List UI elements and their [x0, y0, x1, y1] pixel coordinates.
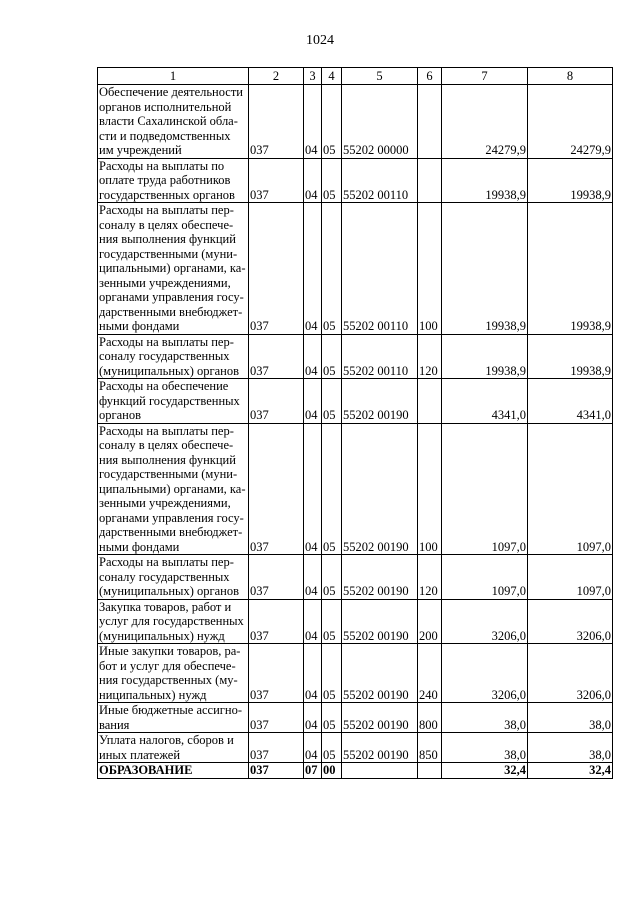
section-code-cell: 04 [304, 334, 322, 379]
row-name-line: иных платежей [99, 747, 181, 762]
amount-col7-cell: 3206,0 [442, 599, 528, 644]
table-header-row [98, 68, 613, 85]
row-name-line: органами управления госу- [99, 510, 244, 525]
amount-col8-cell: 19938,9 [528, 158, 613, 203]
amount-col7-cell: 19938,9 [442, 158, 528, 203]
amount-col7-cell: 19938,9 [442, 334, 528, 379]
row-name-line: органов [99, 408, 142, 422]
row-name-line: бот и услуг для обеспече- [99, 658, 236, 673]
amount-col7-cell: 38,0 [442, 733, 528, 763]
header-col-7: 7 [442, 68, 528, 85]
row-name-line: Расходы на обеспечение [99, 379, 229, 393]
row-name-cell [98, 203, 249, 335]
section-code-cell: 04 [304, 423, 322, 555]
row-name-line: ниципальных) нужд [99, 687, 207, 702]
amount-col7-cell: 4341,0 [442, 379, 528, 424]
row-name-line: дарственными внебюджет- [99, 304, 243, 319]
row-name-line: государственных органов [99, 187, 235, 202]
amount-col8-cell: 38,0 [528, 733, 613, 763]
row-name-line: (муниципальных) нужд [99, 628, 225, 643]
row-name-line: ципальными) органами, ка- [99, 481, 246, 496]
section-code-cell: 04 [304, 379, 322, 424]
table-row [98, 555, 613, 600]
section-code-cell: 04 [304, 203, 322, 335]
admin-code-cell: 037 [249, 85, 304, 159]
row-name-cell [98, 733, 249, 763]
amount-col8-cell: 19938,9 [528, 334, 613, 379]
amount-col8-cell: 38,0 [528, 703, 613, 733]
header-col-6: 6 [418, 68, 442, 85]
row-name-line: органов исполнительной [99, 99, 232, 114]
table-row [98, 599, 613, 644]
table-row [98, 423, 613, 555]
section-code-cell: 04 [304, 555, 322, 600]
page-number: 1024 [306, 33, 334, 48]
amount-col7-cell: 1097,0 [442, 555, 528, 600]
row-name-cell [98, 379, 249, 424]
row-name-cell [98, 644, 249, 703]
header-col-3: 3 [304, 68, 322, 85]
expense-type-cell: 850 [418, 733, 442, 763]
subsection-code-cell: 05 [322, 334, 342, 379]
row-name-line: зенными учреждениями, [99, 496, 231, 510]
row-name-line: зенными учреждениями, [99, 275, 231, 290]
expense-type-cell: 200 [418, 599, 442, 644]
row-name-line: ципальными) органами, ка- [99, 261, 246, 275]
expense-type-cell [418, 85, 442, 159]
amount-col8-cell: 4341,0 [528, 379, 613, 424]
row-name-line: (муниципальных) органов [99, 363, 240, 378]
amount-col8-cell: 3206,0 [528, 599, 613, 644]
row-name-line: Расходы на выплаты пер- [99, 555, 234, 569]
row-name-line: ОБРАЗОВАНИЕ [99, 763, 193, 777]
expense-type-cell: 120 [418, 334, 442, 379]
row-name-line: Расходы на выплаты пер- [99, 334, 234, 349]
row-name-cell [98, 763, 249, 779]
admin-code-cell: 037 [249, 644, 304, 703]
target-article-cell: 55202 00190 [342, 733, 418, 763]
budget-table [97, 67, 613, 779]
admin-code-cell: 037 [249, 334, 304, 379]
admin-code-cell: 037 [249, 555, 304, 600]
admin-code-cell: 037 [249, 203, 304, 335]
row-name-line: сти и подведомственных [99, 128, 231, 143]
target-article-cell: 55202 00190 [342, 423, 418, 555]
section-code-cell: 04 [304, 85, 322, 159]
subsection-code-cell: 05 [322, 158, 342, 203]
admin-code-cell: 037 [249, 733, 304, 763]
expense-type-cell [418, 763, 442, 779]
admin-code-cell: 037 [249, 703, 304, 733]
header-col-5: 5 [342, 68, 418, 85]
amount-col7-cell: 38,0 [442, 703, 528, 733]
row-name-line: ния выполнения функций [99, 452, 236, 467]
target-article-cell: 55202 00190 [342, 599, 418, 644]
table-row [98, 203, 613, 335]
expense-type-cell: 100 [418, 423, 442, 555]
row-name-line: ными фондами [99, 539, 180, 554]
table-row [98, 703, 613, 733]
subsection-code-cell: 05 [322, 703, 342, 733]
amount-col8-cell: 32,4 [528, 763, 613, 779]
header-col-4: 4 [322, 68, 342, 85]
target-article-cell: 55202 00110 [342, 203, 418, 335]
table-row [98, 85, 613, 159]
expense-type-cell: 100 [418, 203, 442, 335]
target-article-cell: 55202 00000 [342, 85, 418, 159]
target-article-cell: 55202 00190 [342, 379, 418, 424]
row-name-line: оплате труда работников [99, 173, 231, 187]
amount-col8-cell: 1097,0 [528, 555, 613, 600]
header-col-2: 2 [249, 68, 304, 85]
expense-type-cell [418, 379, 442, 424]
section-code-cell: 07 [304, 763, 322, 779]
expense-type-cell: 240 [418, 644, 442, 703]
table-row [98, 158, 613, 203]
row-name-line: государственными (муни- [99, 467, 238, 481]
row-name-line: ния государственных (му- [99, 673, 238, 687]
row-name-line: (муниципальных) органов [99, 584, 240, 598]
row-name-cell [98, 599, 249, 644]
admin-code-cell: 037 [249, 158, 304, 203]
target-article-cell: 55202 00190 [342, 703, 418, 733]
expense-type-cell: 120 [418, 555, 442, 600]
row-name-cell [98, 85, 249, 159]
header-col-8: 8 [528, 68, 613, 85]
target-article-cell: 55202 00110 [342, 158, 418, 203]
section-code-cell: 04 [304, 599, 322, 644]
subsection-code-cell: 05 [322, 599, 342, 644]
row-name-line: Расходы на выплаты пер- [99, 203, 234, 217]
table-row [98, 733, 613, 763]
row-name-line: вания [99, 717, 130, 732]
amount-col7-cell: 19938,9 [442, 203, 528, 335]
admin-code-cell: 037 [249, 599, 304, 644]
header-col-1: 1 [98, 68, 249, 85]
table-row [98, 763, 613, 779]
row-name-line: Иные закупки товаров, ра- [99, 644, 241, 658]
subsection-code-cell: 05 [322, 203, 342, 335]
target-article-cell: 55202 00190 [342, 644, 418, 703]
row-name-line: Закупка товаров, работ и [99, 599, 232, 614]
admin-code-cell: 037 [249, 423, 304, 555]
target-article-cell: 55202 00110 [342, 334, 418, 379]
amount-col8-cell: 19938,9 [528, 203, 613, 335]
subsection-code-cell: 05 [322, 644, 342, 703]
section-code-cell: 04 [304, 644, 322, 703]
amount-col8-cell: 1097,0 [528, 423, 613, 555]
row-name-cell [98, 158, 249, 203]
subsection-code-cell: 05 [322, 733, 342, 763]
row-name-line: государственными (муни- [99, 246, 238, 261]
expense-type-cell: 800 [418, 703, 442, 733]
row-name-line: соналу государственных [99, 569, 230, 584]
admin-code-cell: 037 [249, 763, 304, 779]
amount-col7-cell: 1097,0 [442, 423, 528, 555]
row-name-line: соналу в целях обеспече- [99, 217, 234, 232]
row-name-line: ния выполнения функций [99, 232, 236, 246]
admin-code-cell: 037 [249, 379, 304, 424]
subsection-code-cell: 05 [322, 379, 342, 424]
row-name-line: функций государственных [99, 393, 240, 408]
row-name-line: Уплата налогов, сборов и [99, 733, 234, 747]
row-name-line: Обеспечение деятельности [99, 85, 244, 99]
row-name-line: им учреждений [99, 143, 182, 157]
row-name-line: органами управления госу- [99, 290, 244, 304]
subsection-code-cell: 05 [322, 423, 342, 555]
row-name-line: дарственными внебюджет- [99, 525, 243, 539]
row-name-line: услуг для государственных [99, 614, 244, 628]
section-code-cell: 04 [304, 703, 322, 733]
row-name-line: Расходы на выплаты по [99, 158, 225, 173]
row-name-line: соналу в целях обеспече- [99, 438, 234, 452]
row-name-cell [98, 423, 249, 555]
subsection-code-cell: 05 [322, 85, 342, 159]
table-body [98, 85, 613, 779]
table-row [98, 379, 613, 424]
amount-col8-cell: 24279,9 [528, 85, 613, 159]
amount-col7-cell: 3206,0 [442, 644, 528, 703]
table-row [98, 644, 613, 703]
row-name-line: Иные бюджетные ассигно- [99, 703, 243, 717]
table-row [98, 334, 613, 379]
amount-col7-cell: 24279,9 [442, 85, 528, 159]
target-article-cell [342, 763, 418, 779]
row-name-cell [98, 703, 249, 733]
expense-type-cell [418, 158, 442, 203]
row-name-line: Расходы на выплаты пер- [99, 423, 234, 438]
target-article-cell: 55202 00190 [342, 555, 418, 600]
row-name-cell [98, 555, 249, 600]
row-name-cell [98, 334, 249, 379]
section-code-cell: 04 [304, 733, 322, 763]
row-name-line: соналу государственных [99, 349, 230, 363]
section-code-cell: 04 [304, 158, 322, 203]
row-name-line: власти Сахалинской обла- [99, 114, 238, 128]
row-name-line: ными фондами [99, 319, 180, 333]
amount-col7-cell: 32,4 [442, 763, 528, 779]
subsection-code-cell: 00 [322, 763, 342, 779]
subsection-code-cell: 05 [322, 555, 342, 600]
amount-col8-cell: 3206,0 [528, 644, 613, 703]
